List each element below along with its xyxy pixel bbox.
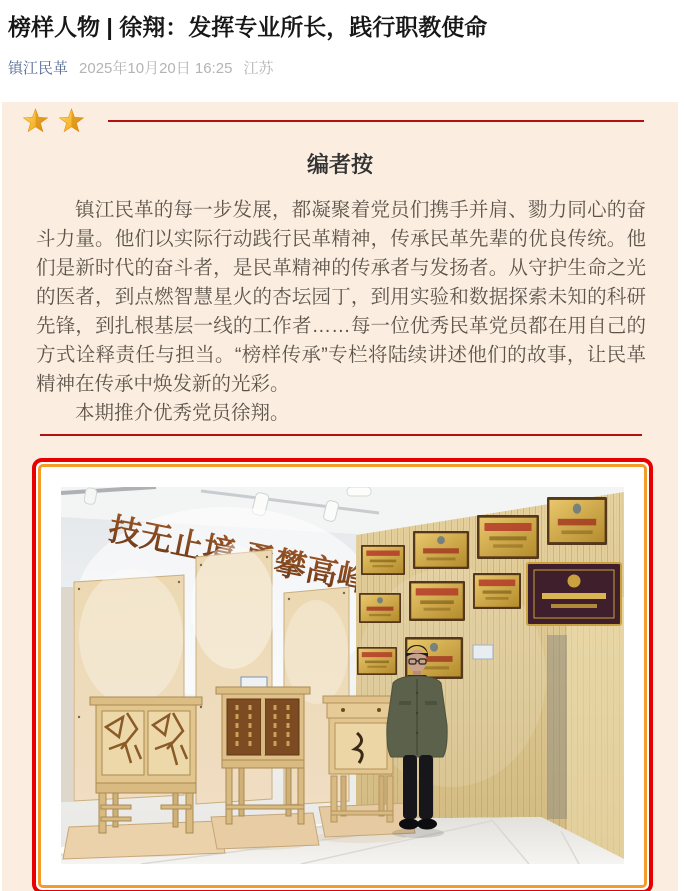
star-icon (22, 108, 49, 135)
maroon-plaque (527, 563, 621, 625)
red-rule (108, 120, 644, 122)
editor-note-body (36, 196, 646, 428)
account-link[interactable]: 镇江民革 (8, 60, 69, 78)
star-icon (58, 108, 85, 135)
photo-frame-inner (38, 464, 647, 888)
photo-frame (32, 458, 653, 891)
publish-date: 2025年10月20日 16:25 (79, 60, 233, 78)
photo-wall-slogan: 技无止境 勇攀高峰 (105, 510, 373, 599)
red-divider (40, 434, 642, 436)
editor-note-heading: 编者按 (306, 152, 373, 178)
stars-row (2, 102, 678, 135)
editor-note-paragraph: 镇江民革的每一步发展，都凝聚着党员们携手并肩、勠力同心的奋斗力量。他们以实际行动践行民革精神，传承民革先辈的优良传统。他们是新时代的奋斗者，是民革精神的传承者与发扬者。从守护生命之光的医者，到点燃智慧星火的杏坛园丁，到用实验和数据探索未知的科研先锋，到扎根基层一线的工作者……每一位优秀民革党员都在用自己的方式诠释责任与担当。“榜样传承”专栏将陆续讲述他们的故事，让民革精神在传承中焕发新的光彩。 (36, 199, 646, 396)
editor-note-paragraph: 本期推介优秀党员徐翔。 (75, 402, 290, 425)
showroom-photo[interactable] (61, 487, 624, 864)
page-title: 榜样人物 | 徐翔：发挥专业所长，践行职教使命 (8, 14, 488, 40)
editor-note-banner (2, 102, 678, 891)
byline (8, 57, 676, 78)
publish-location: 江苏 (243, 60, 274, 78)
